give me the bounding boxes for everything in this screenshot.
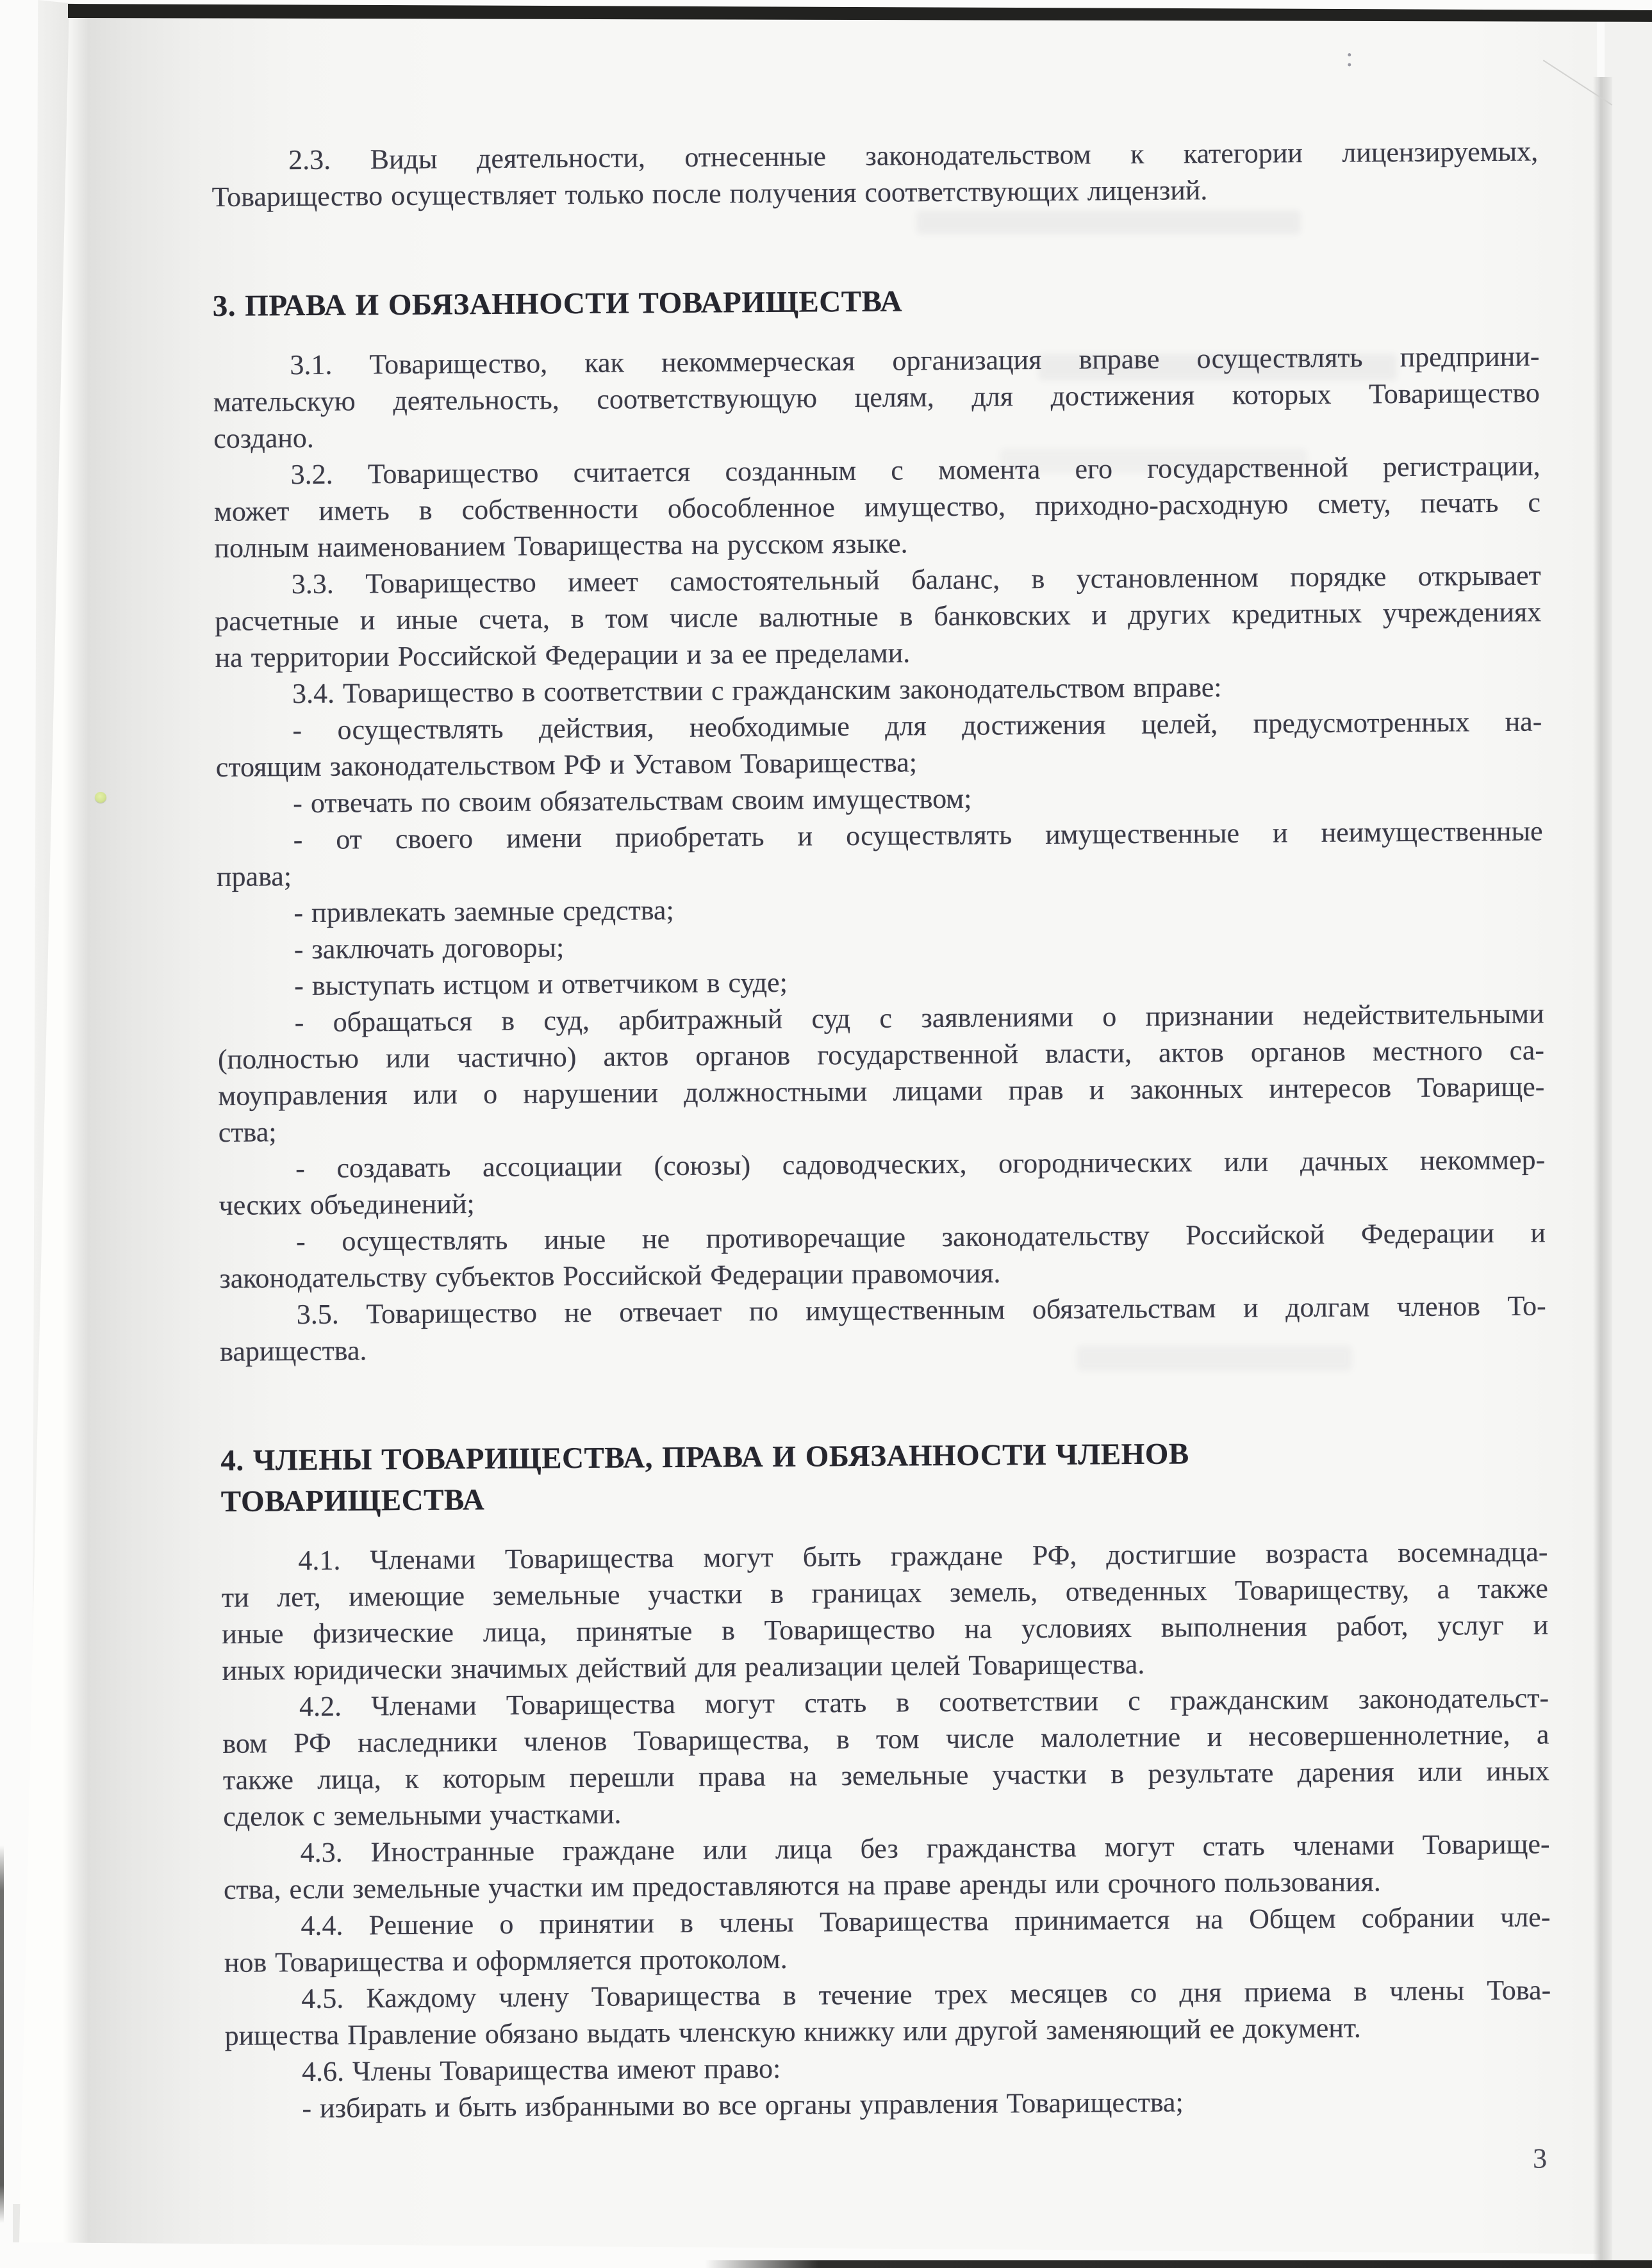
paragraph [223,1825,1550,1907]
text-line: - заключать договоры; [293,932,565,966]
text-line: 3.3. Товарищество имеет самостоятельный баланс, в установленном порядке открывает [291,559,1541,600]
paragraph [213,448,1540,566]
text-line: 3.1. Товарищество, как некоммерческая организация вправе осуществлять предприни- [290,340,1540,381]
section-heading [220,1431,1548,1522]
text-line: 4.3. Иностранные граждане или лица без гражданства могут стать членами Товарище- [300,1828,1550,1869]
text-line: ства, если земельные участки им предоставляются на праве аренды или срочного пользования. [223,1866,1381,1905]
text-line: 3.4. Товарищество в соответствии с гражданским законодательством вправе: [292,671,1222,710]
paragraph [219,1142,1546,1224]
text-line: стоящим законодательством РФ и Уставом Товарищества; [215,746,918,783]
paragraph [215,703,1542,785]
text-line: моуправления или о нарушении должностными лицами прав и законных интересов Товарище- [218,1071,1545,1112]
text-line: - отвечать по своим обязательствам своим имуществом; [293,782,972,819]
text-line: ства; [218,1116,277,1148]
text-line: на территории Российской Федерации и за ее пределами. [215,637,911,673]
text-line: 3. ПРАВА И ОБЯЗАННОСТИ ТОВАРИЩЕСТВА [212,284,903,323]
page-number: 3 [1532,2142,1548,2174]
text-line: рищества Правление обязано выдать членскую книжку или другой заменяющий ее документ. [224,2012,1361,2051]
scan-bottom-edge [705,2260,1652,2268]
paragraph [224,1971,1551,2053]
text-line: 3.5. Товарищество не отвечает по имущественным обязательствам и долгам членов То- [296,1290,1546,1331]
paragraph [211,133,1539,215]
text-line: ти лет, имеющие земельные участки в границах земель, отведенных Товариществу, а также [221,1572,1548,1613]
text-line: нов Товарищества и оформляется протоколом. [224,1943,788,1978]
text-line: также лица, к которым перешли права на земельные участки в результате дарения или иных [222,1755,1549,1796]
text-line: - выступать истцом и ответчиком в суде; [294,966,788,1002]
text-line: 4.2. Членами Товарищества могут стать в соответствии с гражданским законодательст- [299,1682,1549,1723]
paragraph [219,1215,1546,1297]
text-line: 4.5. Каждому члену Товарищества в течение трех месяцев со дня приема в члены Това- [301,1974,1551,2015]
page-right-edge-shadow [1593,77,1612,2268]
text-line: варищества. [220,1335,367,1367]
text-line: 2.3. Виды деятельности, отнесенные законодательством к категории лицензируемых, [288,135,1539,176]
text-line: - осуществлять иные не противоречащие законодательству Российской Федерации и [295,1217,1546,1258]
text-line: сделок с земельными участками. [223,1798,622,1832]
text-line: вом РФ наследники членов Товарищества, в том числе малолетние и несовершеннолетние, а [222,1718,1549,1759]
text-line: - привлекать заемные средства; [293,894,674,929]
text-line: права; [216,860,292,892]
stray-ink-mark: : [1346,43,1353,72]
section-heading [213,277,1539,327]
scan-left-edge-line [0,1845,4,2223]
paragraph [224,1898,1551,1980]
green-speck [95,792,106,803]
text-line: расчетные и иные счета, в том числе валютные в банковских и других кредитных учреждениях [215,596,1542,637]
text-line: иные физические лица, принятые в Товарищество на условиях выполнения работ, услуг и [222,1609,1549,1650]
text-line: - создавать ассоциации (союзы) садоводческих, огороднических или дачных некоммер- [295,1144,1546,1185]
text-line: ТОВАРИЩЕСТВА [220,1483,485,1518]
paragraph [213,338,1540,457]
text-line: Товарищество осуществляет только после получения соответствующих лицензий. [211,174,1208,213]
text-line: - от своего имени приобретать и осуществлять имущественные и неимущественные [293,815,1543,856]
text-line: 4.1. Членами Товарищества могут быть граждане РФ, достигшие возраста восемнадца- [298,1536,1548,1577]
text-line: ческих объединений; [219,1188,475,1221]
text-line: мательскую деятельность, соответствующую целям, для достижения которых Товарищество [213,377,1540,418]
paragraph [215,557,1542,676]
paragraph [217,996,1545,1151]
paragraph [216,813,1543,895]
text-line: - обращаться в суд, арбитражный суд с заявлениями о признании недействительными [294,998,1544,1039]
paragraph [221,1533,1549,1688]
text-line: (полностью или частично) актов органов государственной власти, актов органов местного са- [217,1034,1545,1075]
text-line: законодательству субъектов Российской Федерации правомочия. [219,1257,1001,1294]
text-line: 4.4. Решение о принятии в члены Товарищества принимается на Общем собрании чле- [301,1901,1551,1942]
text-line: 3.2. Товарищество считается созданным с момента его государственной регистрации, [290,450,1540,491]
text-line: - избирать и быть избранными во все органы управления Товарищества; [302,2086,1184,2124]
paragraph [222,1679,1550,1834]
document-text [211,133,1552,2174]
paragraph [220,1288,1547,1370]
text-line: полным наименованием Товарищества на русском языке. [214,527,908,564]
text-line: 4.6. Члены Товарищества имеют право: [301,2052,781,2088]
text-line: иных юридически значимых действий для реализации целей Товарищества. [222,1648,1145,1686]
text-line: 4. ЧЛЕНЫ ТОВАРИЩЕСТВА, ПРАВА И ОБЯЗАННОСТИ ЧЛЕНОВ [220,1437,1189,1477]
text-line: - осуществлять действия, необходимые для достижения целей, предусмотренных на- [292,705,1542,746]
text-line: может иметь в собственности обособленное имущество, приходно-расходную смету, печать с [213,486,1541,527]
text-line: создано. [213,422,314,454]
